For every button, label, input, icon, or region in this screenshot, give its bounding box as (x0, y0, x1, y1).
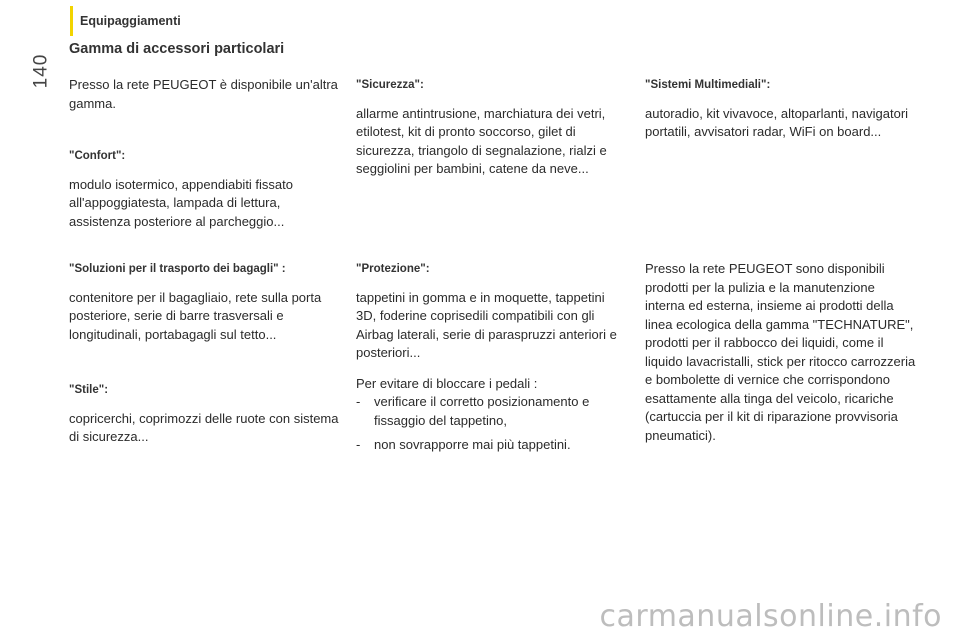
sicurezza-block (356, 76, 628, 179)
confort-block (69, 147, 344, 231)
watermark: carmanualsonline.info (599, 599, 942, 634)
section-accent-bar (70, 6, 73, 36)
stile-block (69, 381, 344, 447)
protezione-text: tappetini in gomma e in moquette, tappetini 3D, foderine coprisedili compatibili con gli Airbag laterali, serie di paraspruzzi anteriori e posteriori... (356, 289, 617, 360)
pedali-intro: Per evitare di bloccare i pedali : (356, 375, 538, 391)
bullet-item (356, 436, 628, 455)
bagagli-heading: "Soluzioni per il trasporto dei bagagli" : (69, 263, 286, 275)
sicurezza-heading: "Sicurezza": (356, 79, 424, 91)
bullet-text: verificare il corretto posizionamento e fissaggio del tappetino, (374, 394, 590, 428)
bullet-dash: - (356, 437, 361, 452)
stile-heading: "Stile": (69, 384, 109, 396)
confort-heading: "Confort": (69, 150, 126, 162)
bullet-item (356, 393, 628, 430)
multimedia-heading: "Sistemi Multimediali": (645, 79, 771, 91)
multimedia-block (645, 76, 917, 142)
bullet-text: non sovrapporre mai più tappetini. (374, 437, 571, 452)
page-number: 140 (30, 53, 52, 89)
multimedia-text: autoradio, kit vivavoce, altoparlanti, navigatori portatili, avvisatori radar, WiFi on board... (645, 105, 909, 139)
protezione-block (356, 260, 628, 455)
sicurezza-text: allarme antintrusione, marchiatura dei vetri, etilotest, kit di pronto soccorso, gilet di sicurezza, triangolo di segnalazione, rialzi e seggiolini per bambini, catene da neve... (356, 105, 607, 176)
section-header: Equipaggiamenti (80, 14, 181, 28)
technature-text: Presso la rete PEUGEOT sono disponibili prodotti per la pulizia e la manutenzione interna ed esterna, insieme ai prodotti della linea ecologica della gamma "TECHNATURE", prodotti per il rabbocco dei liquidi, come il liquido lavacristalli, stick per ritocco carrozzeria e bombolette di vernice che corrispondono esattamente alla tinga del veicolo, ricariche (cartuccia per il kit di riparazione provvisoria pneumatici). (645, 261, 916, 443)
bagagli-text: contenitore per il bagagliaio, rete sulla porta posteriore, serie di barre trasversali e longitudinali, portabagagli sul tetto... (69, 289, 322, 342)
protezione-heading: "Protezione": (356, 263, 430, 275)
intro-text: Presso la rete PEUGEOT è disponibile un'altra gamma. (69, 77, 338, 111)
intro-block (69, 76, 344, 113)
bagagli-block (69, 260, 344, 344)
bullet-dash: - (356, 394, 361, 409)
technature-block (645, 260, 917, 445)
stile-text: copricerchi, coprimozzi delle ruote con sistema di sicurezza... (69, 410, 339, 444)
confort-text: modulo isotermico, appendiabiti fissato all'appoggiatesta, lampada di lettura, assistenza posteriore al parcheggio... (69, 176, 294, 229)
page-title: Gamma di accessori particolari (69, 41, 285, 57)
